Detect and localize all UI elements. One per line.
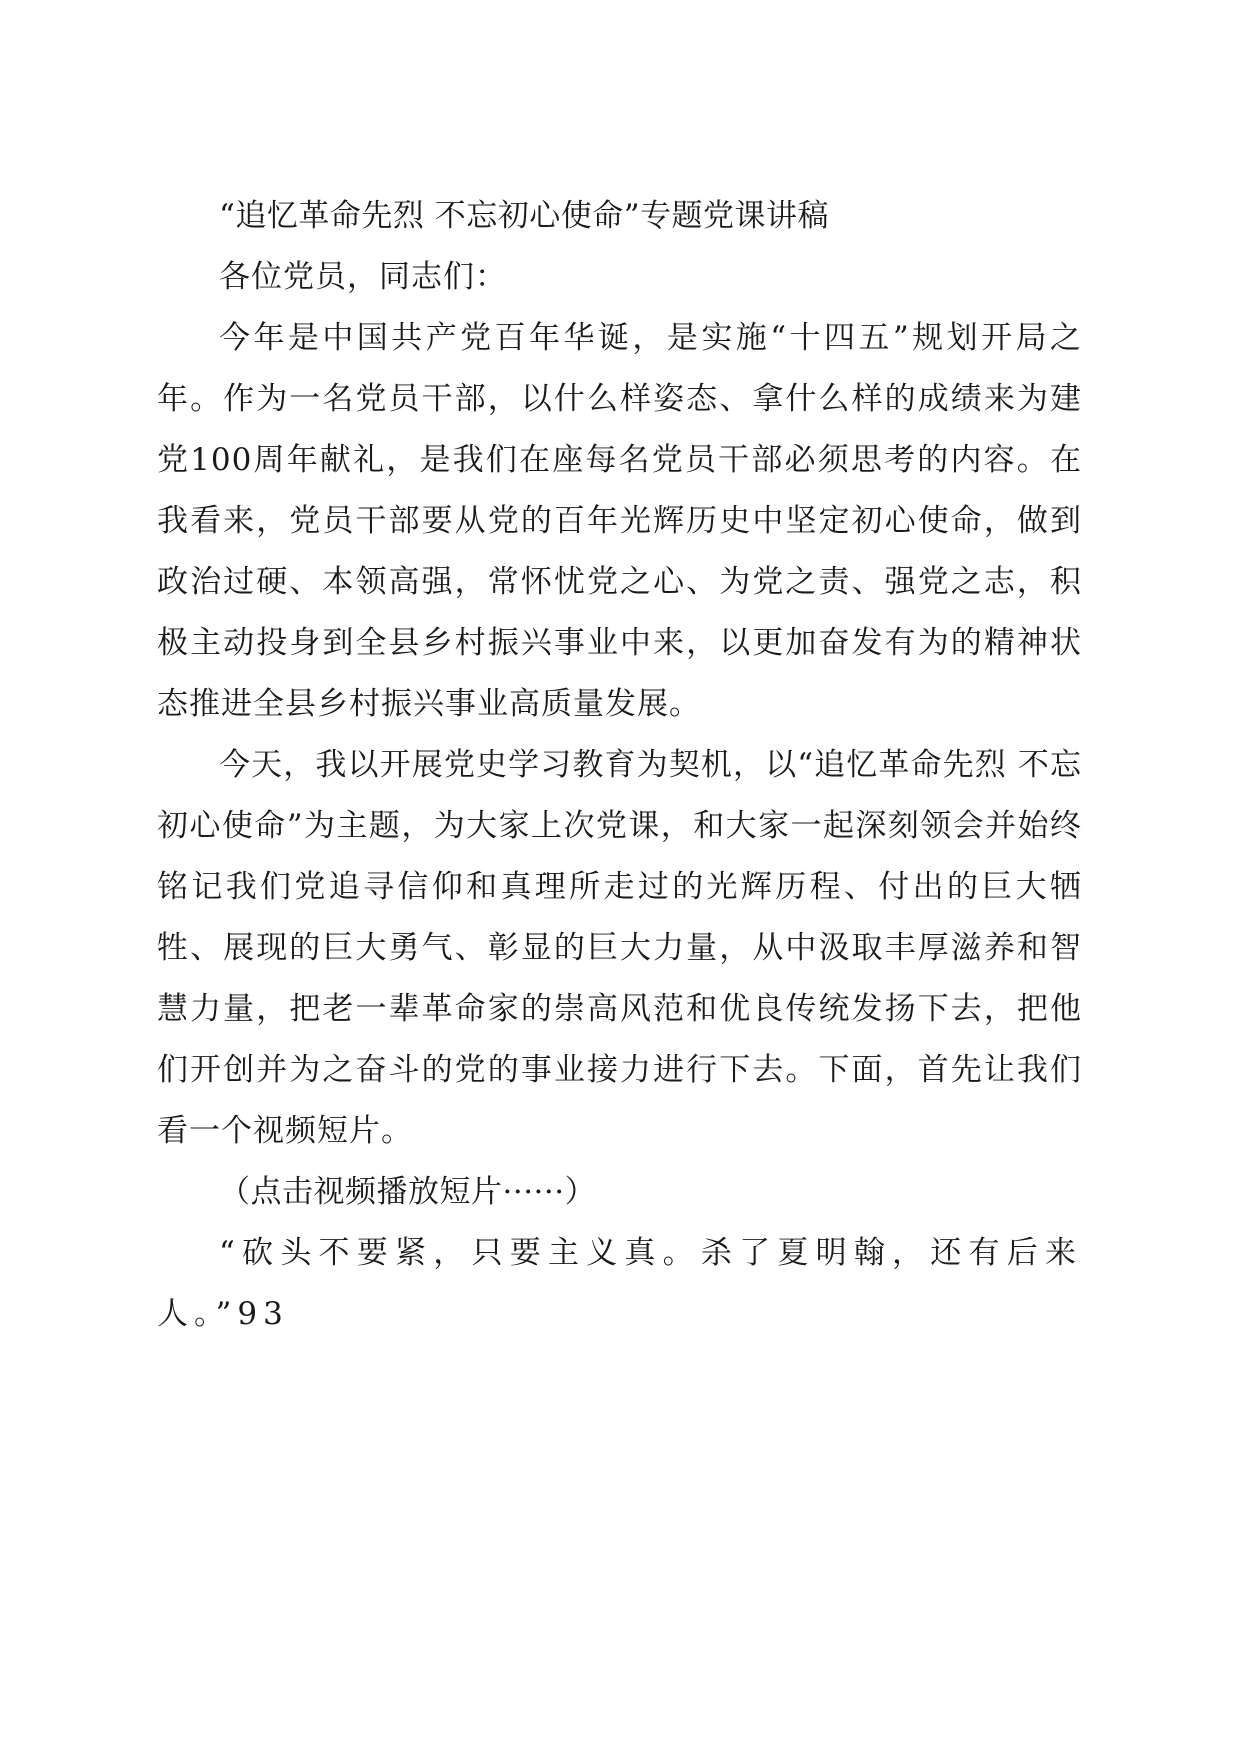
document-body xyxy=(157,186,1082,1345)
stage-direction: （点击视频播放短片······） xyxy=(219,1174,597,1210)
salutation: 各位党员，同志们： xyxy=(219,259,507,295)
paragraph-theme: 今天，我以开展党史学习教育为契机，以“追忆革命先烈 不忘初心使命”为主题，为大家上次党课，和大家一起深刻领会并始终铭记我们党追寻信仰和真理所走过的光辉历程、付出的巨大牺牲、展现的巨大勇气、彰显的巨大力量，从中汲取丰厚滋养和智慧力量，把老一辈革命家的崇高风范和优良传统发扬下去，把他们开创并为之奋斗的党的事业接力进行下去。下面，首先让我们看一个视频短片。 xyxy=(157,747,1082,1149)
document-title: “追忆革命先烈 不忘初心使命”专题党课讲稿 xyxy=(219,198,830,234)
quote-paragraph: “砍头不要紧，只要主义真。杀了夏明翰，还有后来人。”93 xyxy=(157,1235,1082,1332)
paragraph-intro: 今年是中国共产党百年华诞，是实施“十四五”规划开局之年。作为一名党员干部，以什么样姿态、拿什么样的成绩来为建党100周年献礼，是我们在座每名党员干部必须思考的内容。在我看来，党员干部要从党的百年光辉历史中坚定初心使命，做到政治过硬、本领高强，常怀忧党之心、为党之责、强党之志，积极主动投身到全县乡村振兴事业中来，以更加奋发有为的精神状态推进全县乡村振兴事业高质量发展。 xyxy=(157,320,1082,722)
